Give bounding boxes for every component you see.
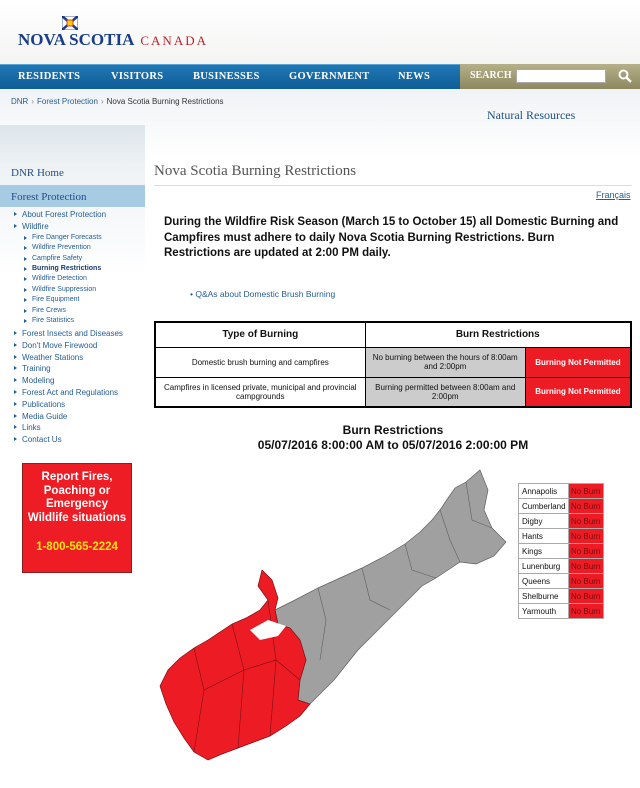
report-fires-banner[interactable] xyxy=(22,463,132,573)
table-row xyxy=(519,484,604,499)
county-status: No Burn xyxy=(569,574,604,589)
county-name: Shelburne xyxy=(519,589,569,604)
burning-type: Domestic brush burning and campfires xyxy=(155,347,365,377)
site-header xyxy=(0,0,640,64)
sidebar-item-burning-restrictions[interactable]: Burning Restrictions xyxy=(32,265,102,272)
sidebar-item-fire-crews[interactable]: Fire Crews xyxy=(32,306,66,314)
nova-scotia-burn-map[interactable] xyxy=(150,460,510,788)
county-name: Kings xyxy=(519,544,569,559)
county-status-table xyxy=(518,483,604,619)
sidebar-item-don-t-move-firewood[interactable]: Don't Move Firewood xyxy=(22,340,98,350)
status-badge: Burning Not Permitted xyxy=(525,347,631,377)
status-badge: Burning Not Permitted xyxy=(525,377,631,407)
sidebar-dnr-home[interactable]: DNR Home xyxy=(11,167,64,179)
table-header-row xyxy=(155,322,631,347)
site-logo[interactable] xyxy=(18,30,208,50)
sidebar-item-wildfire-suppression[interactable]: Wildfire Suppression xyxy=(32,285,97,293)
qa-link[interactable]: • Q&As about Domestic Brush Burning xyxy=(190,289,336,299)
sidebar-item-links[interactable]: Links xyxy=(22,423,41,433)
map-heading: Burn Restrictions xyxy=(342,423,444,437)
county-name: Queens xyxy=(519,574,569,589)
header-burn-restrictions: Burn Restrictions xyxy=(365,322,631,347)
table-row xyxy=(519,499,604,514)
nav-businesses[interactable]: BUSINESSES xyxy=(193,71,260,82)
county-status: No Burn xyxy=(569,544,604,559)
language-link-francais[interactable]: Français xyxy=(596,190,631,200)
sidebar-item-wildfire-detection[interactable]: Wildfire Detection xyxy=(32,275,87,283)
sidebar-item-publications[interactable]: Publications xyxy=(22,399,66,409)
breadcrumb-current: Nova Scotia Burning Restrictions xyxy=(106,97,224,106)
county-status: No Burn xyxy=(569,559,604,574)
sidebar-item-weather-stations[interactable]: Weather Stations xyxy=(22,352,84,362)
burn-restrictions-table xyxy=(154,321,632,408)
table-row xyxy=(519,589,604,604)
map-date-range: 05/07/2016 8:00:00 AM to 05/07/2016 2:00:00 PM xyxy=(257,438,529,452)
nav-visitors[interactable]: VISITORS xyxy=(111,71,164,82)
burning-type: Campfires in licensed private, municipal and provincial campgrounds xyxy=(155,377,365,407)
page-title: Nova Scotia Burning Restrictions xyxy=(154,163,357,179)
county-name: Lunenburg xyxy=(519,559,569,574)
sidebar-item-media-guide[interactable]: Media Guide xyxy=(22,411,68,421)
breadcrumb xyxy=(11,97,224,106)
logo-text: NOVA SCOTIA xyxy=(18,30,135,49)
logo-country: CANADA xyxy=(140,33,208,48)
nav-government[interactable]: GOVERNMENT xyxy=(289,71,370,82)
search-bar xyxy=(460,64,640,89)
county-status: No Burn xyxy=(569,499,604,514)
restriction-text: No burning between the hours of 8:00am and 2:00pm xyxy=(365,347,525,377)
qa-link-label: Q&As about Domestic Brush Burning xyxy=(195,289,336,299)
sidebar-item-fire-equipment[interactable]: Fire Equipment xyxy=(32,296,80,304)
report-line: Poaching or xyxy=(43,484,111,497)
sidebar-item-wildfire[interactable]: Wildfire xyxy=(22,221,49,231)
county-name: Yarmouth xyxy=(519,604,569,619)
search-icon[interactable] xyxy=(618,69,632,83)
sidebar-item-forest-act-and-regulations[interactable]: Forest Act and Regulations xyxy=(22,387,119,397)
county-status: No Burn xyxy=(569,514,604,529)
restriction-text: Burning permitted between 8:00am and 2:00pm xyxy=(365,377,525,407)
search-label: SEARCH xyxy=(470,70,512,81)
table-row xyxy=(519,574,604,589)
sidebar-item-campfire-safety[interactable]: Campfire Safety xyxy=(32,254,83,262)
map-region-unrestricted[interactable] xyxy=(275,470,506,704)
sidebar-item-modeling[interactable]: Modeling xyxy=(22,376,55,386)
nav-residents[interactable]: RESIDENTS xyxy=(18,71,81,82)
breadcrumb-forest-protection[interactable]: Forest Protection xyxy=(37,97,98,106)
nav-news[interactable]: NEWS xyxy=(398,71,431,82)
table-row xyxy=(519,604,604,619)
report-line: Emergency xyxy=(45,498,108,510)
table-row xyxy=(519,544,604,559)
report-line: Report Fires, xyxy=(41,471,113,483)
table-row xyxy=(519,559,604,574)
table-row xyxy=(519,529,604,544)
county-status: No Burn xyxy=(569,604,604,619)
department-name[interactable]: Natural Resources xyxy=(487,108,576,122)
sidebar-item-fire-statistics[interactable]: Fire Statistics xyxy=(32,317,75,324)
sidebar-item-about-forest-protection[interactable]: About Forest Protection xyxy=(22,210,107,219)
report-line: Wildlife situations xyxy=(27,511,127,524)
sidebar-section-forest-protection[interactable] xyxy=(0,185,145,207)
county-name: Digby xyxy=(519,514,569,529)
header-type-of-burning: Type of Burning xyxy=(155,322,365,347)
sidebar-item-training[interactable]: Training xyxy=(22,364,51,374)
sidebar-item-fire-danger-forecasts[interactable]: Fire Danger Forecasts xyxy=(32,233,102,241)
county-status: No Burn xyxy=(569,484,604,499)
title-divider xyxy=(154,185,632,186)
search-input[interactable] xyxy=(516,69,606,83)
breadcrumb-separator: › xyxy=(100,97,104,106)
county-name: Cumberland xyxy=(519,499,569,514)
sidebar-item-forest-insects-and-diseases[interactable]: Forest Insects and Diseases xyxy=(22,328,123,338)
breadcrumb-separator: › xyxy=(31,97,35,106)
sidebar-section-label: Forest Protection xyxy=(11,191,87,203)
intro-text: During the Wildfire Risk Season (March 15 to October 15) all Domestic Burning and Campfires must adhere to daily Nova Scotia Burning Restrictions. Burn Restrictions are updated at 2:00 PM daily. xyxy=(164,216,619,259)
report-text xyxy=(23,471,131,525)
map-title xyxy=(154,423,632,453)
county-list xyxy=(519,484,604,619)
county-status: No Burn xyxy=(569,589,604,604)
sidebar-item-wildfire-prevention[interactable]: Wildfire Prevention xyxy=(32,244,91,252)
table-row xyxy=(155,377,631,407)
county-status: No Burn xyxy=(569,529,604,544)
table-row xyxy=(519,514,604,529)
breadcrumb-dnr[interactable]: DNR xyxy=(11,97,29,106)
sidebar-item-contact-us[interactable]: Contact Us xyxy=(22,435,62,445)
table-row xyxy=(155,347,631,377)
county-name: Annapolis xyxy=(519,484,569,499)
map-region-restricted[interactable] xyxy=(160,570,310,760)
nova-scotia-flag-icon xyxy=(62,16,78,30)
county-name: Hants xyxy=(519,529,569,544)
report-phone-number: 1-800-565-2224 xyxy=(36,541,118,553)
